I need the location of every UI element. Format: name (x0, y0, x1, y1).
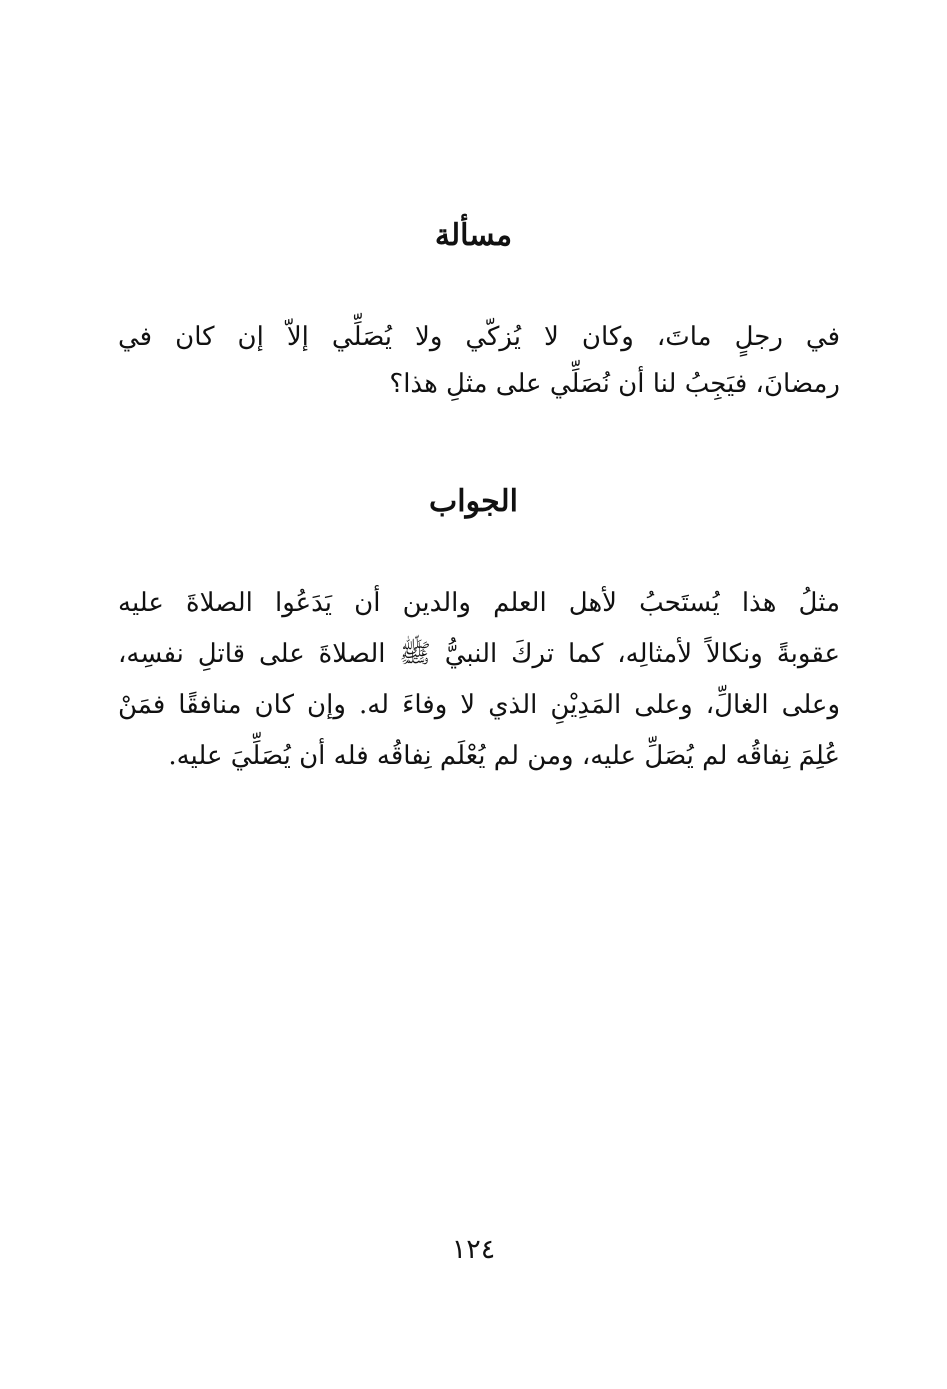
answer-line-2: عقوبةً ونكالاً لأمثالِه، كما تركَ النبيُّ ﷺ الصلاةَ على قاتلِ نفسِه، (118, 639, 840, 669)
question-line-2: رمضانَ، فيَجِبُ لنا أن نُصَلِّي على مثلِ هذا؟ (389, 369, 840, 399)
answer-line-1: مثلُ هذا يُستَحبُ لأهل العلم والدين أن يَدَعُوا الصلاةَ عليه (118, 588, 840, 618)
question-heading: مسألة (434, 218, 513, 253)
answer-text (118, 578, 840, 782)
answer-line-3: وعلى الغالِّ، وعلى المَدِيْنِ الذي لا وفاءَ له. وإن كان منافقًا فمَنْ (118, 690, 841, 720)
answer-heading: الجواب (429, 484, 518, 519)
question-line-1: في رجلٍ ماتَ، وكان لا يُزكّي ولا يُصَلِّي إلاّ إن كان في (118, 322, 840, 352)
question-text (118, 314, 840, 408)
answer-line-4: عُلِمَ نِفاقُه لم يُصَلِّ عليه، ومن لم يُعْلَم نِفاقُه فله أن يُصَلِّيَ عليه. (168, 741, 840, 771)
page-number: ١٢٤ (451, 1234, 496, 1265)
